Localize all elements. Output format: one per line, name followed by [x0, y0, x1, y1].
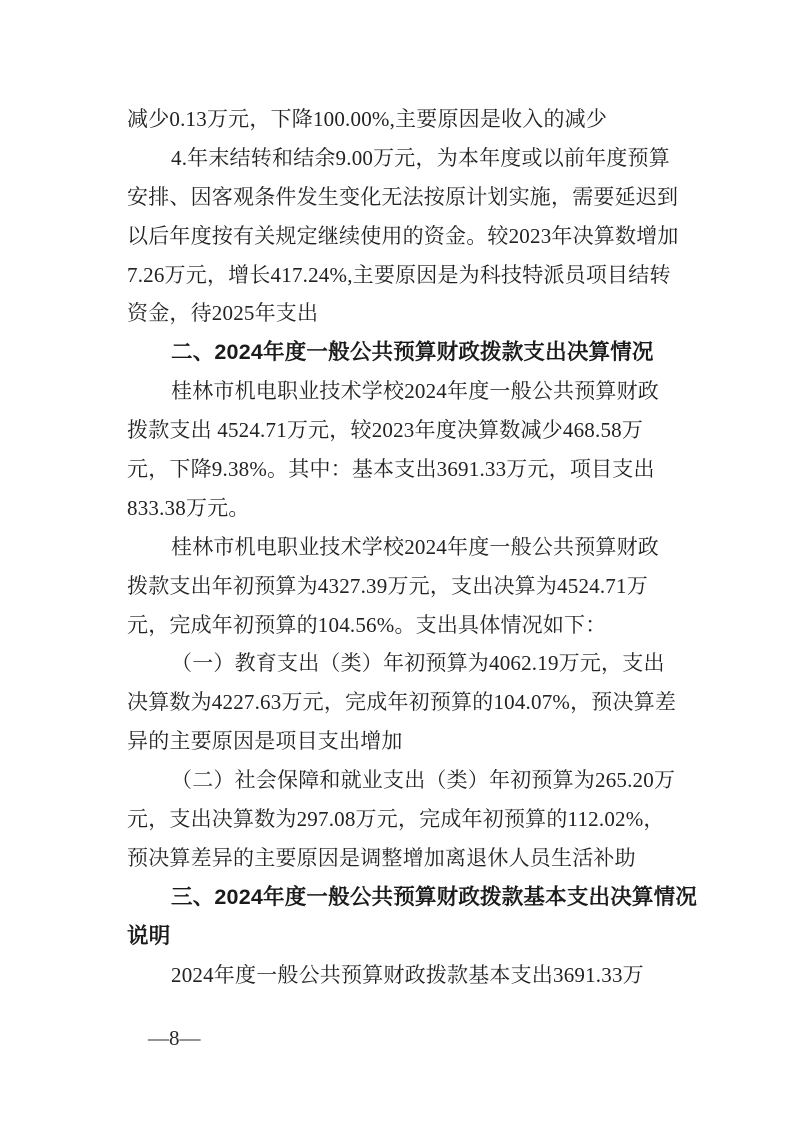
body-line: 元，完成年初预算的104.56%。支出具体情况如下：: [127, 612, 607, 637]
body-line: 元，下降9.38%。其中：基本支出3691.33万元，项目支出: [127, 457, 655, 482]
section-heading: 三、2024年度一般公共预算财政拨款基本支出决算情况: [171, 884, 698, 909]
body-line: 减少0.13万元，下降100.00%,主要原因是收入的减少: [127, 107, 608, 131]
section-heading: 说明: [127, 923, 171, 948]
body-line: 异的主要原因是项目支出增加: [127, 729, 403, 754]
body-line: 资金，待2025年支出: [127, 301, 319, 326]
body-line: 以后年度按有关规定继续使用的资金。较2023年决算数增加: [127, 223, 679, 248]
body-line: 拨款支出 4524.71万元，较2023年度决算数减少468.58万: [127, 418, 644, 443]
body-line: 833.38万元。: [127, 495, 250, 520]
document-body: [127, 100, 698, 994]
body-line: 桂林市机电职业技术学校2024年度一般公共预算财政: [171, 534, 659, 559]
body-line: 决算数为4227.63万元，完成年初预算的104.07%，预决算差: [127, 690, 677, 715]
body-line: （一）教育支出（类）年初预算为4062.19万元，支出: [171, 651, 665, 676]
section-heading: 二、2024年度一般公共预算财政拨款支出决算情况: [171, 340, 654, 365]
page-number: —8—: [148, 1026, 201, 1050]
body-line: 2024年度一般公共预算财政拨款基本支出3691.33万: [171, 962, 644, 987]
body-line: 桂林市机电职业技术学校2024年度一般公共预算财政: [171, 379, 659, 404]
body-line: （二）社会保障和就业支出（类）年初预算为265.20万: [171, 768, 676, 793]
body-line: 4.年末结转和结余9.00万元，为本年度或以前年度预算: [171, 145, 670, 170]
body-line: 7.26万元，增长417.24%,主要原因是为科技特派员项目结转: [127, 262, 671, 287]
body-line: 安排、因客观条件发生变化无法按原计划实施，需要延迟到: [127, 184, 679, 209]
body-line: 预决算差异的主要原因是调整增加离退休人员生活补助: [127, 845, 636, 870]
body-line: 元，支出决算数为297.08万元，完成年初预算的112.02%，: [127, 807, 665, 832]
body-line: 拨款支出年初预算为4327.39万元，支出决算为4524.71万: [127, 573, 648, 598]
